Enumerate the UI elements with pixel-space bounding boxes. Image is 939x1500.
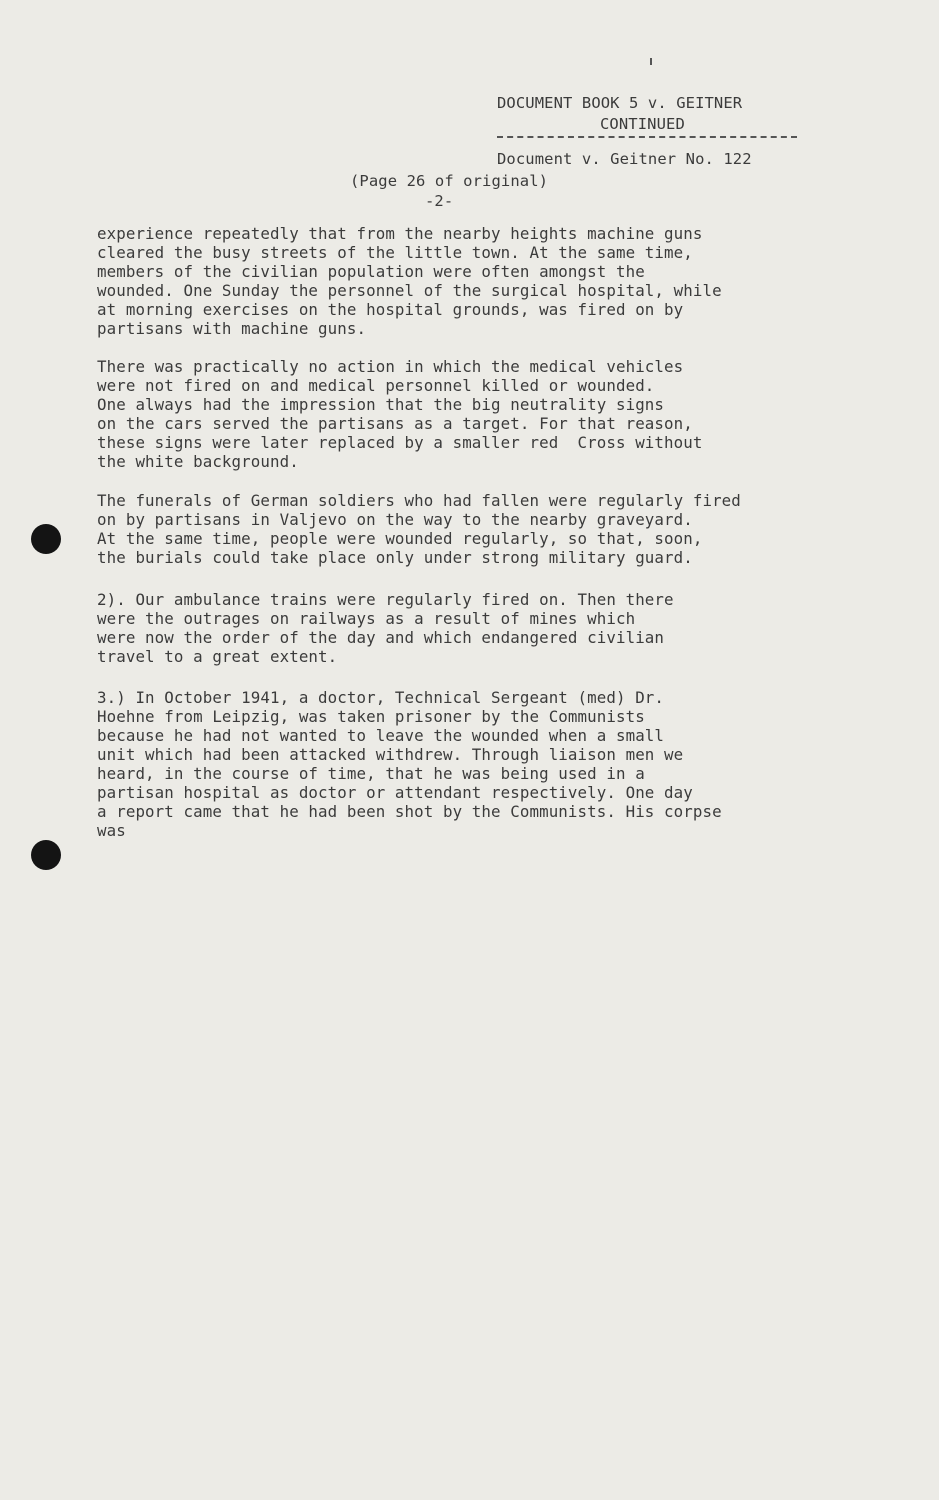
paragraph-line: 2). Our ambulance trains were regularly fired on. Then there [97, 590, 674, 609]
continued-label: CONTINUED [600, 115, 685, 133]
paragraph-line: travel to a great extent. [97, 647, 338, 666]
paragraph-line: the white background. [97, 452, 299, 471]
page-of-original: (Page 26 of original) [350, 172, 549, 190]
paragraph-line: on the cars served the partisans as a target. For that reason, [97, 414, 693, 433]
paragraph-line: were the outrages on railways as a result of mines which [97, 609, 636, 628]
paragraph-line: at morning exercises on the hospital grounds, was fired on by [97, 300, 684, 319]
paragraph-line: wounded. One Sunday the personnel of the surgical hospital, while [97, 281, 722, 300]
paragraph-line: was [97, 821, 126, 840]
paragraph-line: because he had not wanted to leave the wounded when a small [97, 726, 665, 745]
paragraph-line: 3.) In October 1941, a doctor, Technical Sergeant (med) Dr. [97, 688, 665, 707]
document-book-title: DOCUMENT BOOK 5 v. GEITNER [497, 94, 743, 112]
paragraph-line: were not fired on and medical personnel killed or wounded. [97, 376, 655, 395]
paragraph-line: members of the civilian population were often amongst the [97, 262, 645, 281]
header-rule [497, 136, 797, 138]
punch-hole-top [31, 524, 61, 554]
paragraph-line: on by partisans in Valjevo on the way to the nearby graveyard. [97, 510, 693, 529]
paragraph-line: One always had the impression that the big neutrality signs [97, 395, 665, 414]
paragraph-line: these signs were later replaced by a smaller red Cross without [97, 433, 703, 452]
page-number: -2- [425, 192, 454, 210]
paragraph-line: the burials could take place only under strong military guard. [97, 548, 693, 567]
paragraph-line: experience repeatedly that from the nearby heights machine guns [97, 224, 703, 243]
paragraph-line: unit which had been attacked withdrew. Through liaison men we [97, 745, 684, 764]
paragraph-line: partisan hospital as doctor or attendant respectively. One day [97, 783, 693, 802]
punch-hole-bottom [31, 840, 61, 870]
paragraph-line: Hoehne from Leipzig, was taken prisoner by the Communists [97, 707, 645, 726]
paragraph-line: At the same time, people were wounded regularly, so that, soon, [97, 529, 703, 548]
page-mark [650, 58, 652, 65]
document-number: Document v. Geitner No. 122 [497, 150, 752, 168]
paragraph-line: partisans with machine guns. [97, 319, 367, 338]
paragraph-line: heard, in the course of time, that he was being used in a [97, 764, 645, 783]
paragraph-line: The funerals of German soldiers who had fallen were regularly fired [97, 491, 741, 510]
paragraph-line: a report came that he had been shot by the Communists. His corpse [97, 802, 722, 821]
paragraph-line: were now the order of the day and which endangered civilian [97, 628, 665, 647]
paragraph-line: There was practically no action in which the medical vehicles [97, 357, 684, 376]
paragraph-line: cleared the busy streets of the little town. At the same time, [97, 243, 693, 262]
